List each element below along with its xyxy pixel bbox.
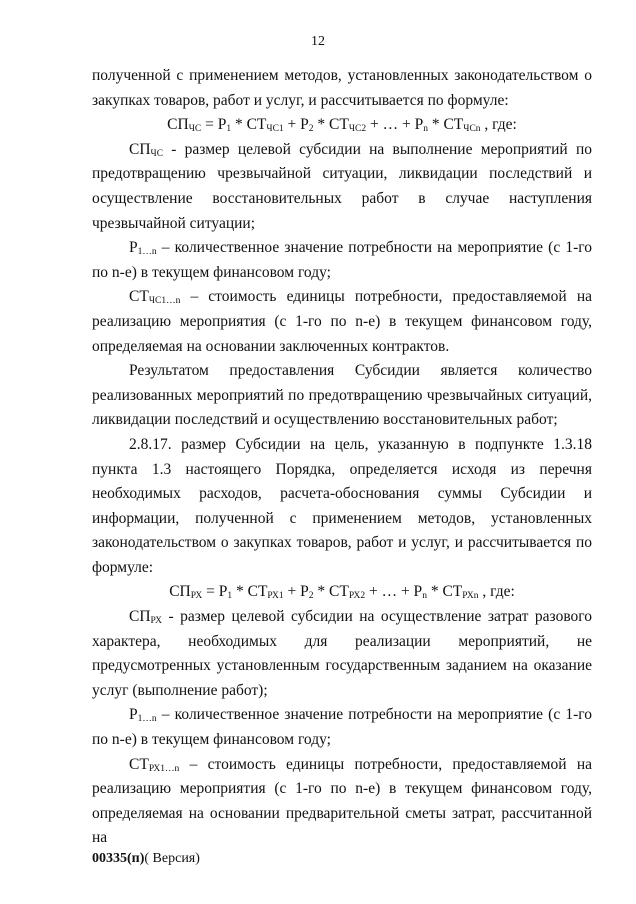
formula-rh: $СП_{РХ} = P_1 * СТ_{РХ1} + P_2 * СТ_{РХ2}$ + … + $P_n * СТ_{РХn}$ , где: xyxy=(169,583,515,602)
definition-st-chs: $СТ_{ЧС1\dots n}$ – стоимость единицы потребности, предоставляемой на реализацию мероприятия (с 1-го по n-е) в текущем финансовом году, определяемая на основании заключенных контрактов. xyxy=(92,288,592,355)
definition-sp-chs: $СП_{ЧС}$ - размер целевой субсидии на выполнение мероприятий по предотвращению чрезвычайной ситуации, ликвидации последствий и осуществление восстановительных работ в случае наступления чрезвычайной ситуации; xyxy=(92,140,592,232)
footer-code: 00335(п) xyxy=(92,851,145,866)
definition-p-2: $P_{1\dots n}$ – количественное значение потребности на мероприятие (с 1-го по n-е) в текущем финансовом году; xyxy=(92,706,592,749)
paragraph-2-8-17: 2.8.17. размер Субсидии на цель, указанную в подпункте 1.3.18 пункта 1.3 настоящего Порядка, определяется исходя из перечня необходимых расходов, расчета-обоснования суммы Субсидии и информации, полученной с применением методов, установленных законодательством о закупках товаров, работ и услуг, и рассчитывается по формуле: xyxy=(92,435,592,576)
paragraph-result: Результатом предоставления Субсидии является количество реализованных мероприятий по предотвращению чрезвычайных ситуаций, ликвидации последствий и осуществлению восстановительных работ; xyxy=(92,362,592,429)
definition-st-rh: $СТ_{РХ1\dots n}$ – стоимость единицы потребности, предоставляемой на реализацию мероприятия (с 1-го по n-е) в текущем финансовом году, определяемая на основании предварительной сметы затрат, рассчитанной на xyxy=(92,755,592,847)
formula-cs: $СП_{ЧС} = P_1 * СТ_{ЧС1} + P_2 * СТ_{ЧС2}$ + … + $P_n * СТ_{ЧСn}$ , где: xyxy=(167,116,517,135)
paragraph-1: полученной с применением методов, установленных законодательством о закупках товаров, работ и услуг, и рассчитывается по формуле: xyxy=(92,67,592,109)
page-number: 12 xyxy=(311,34,325,49)
definition-p-1: $P_{1\dots n}$ – количественное значение потребности на мероприятие (с 1-го по n-е) в текущем финансовом году; xyxy=(92,239,592,281)
footer-version: ( Версия) xyxy=(144,851,200,866)
footer xyxy=(92,851,200,867)
definition-sp-rh: $СП_{РХ}$ - размер целевой субсидии на осуществление затрат разового характера, необходимых для реализации мероприятий, не предусмотренных установленным государственным заданием на оказание услуг (выполнение работ); xyxy=(92,608,592,699)
document-body xyxy=(92,64,592,851)
